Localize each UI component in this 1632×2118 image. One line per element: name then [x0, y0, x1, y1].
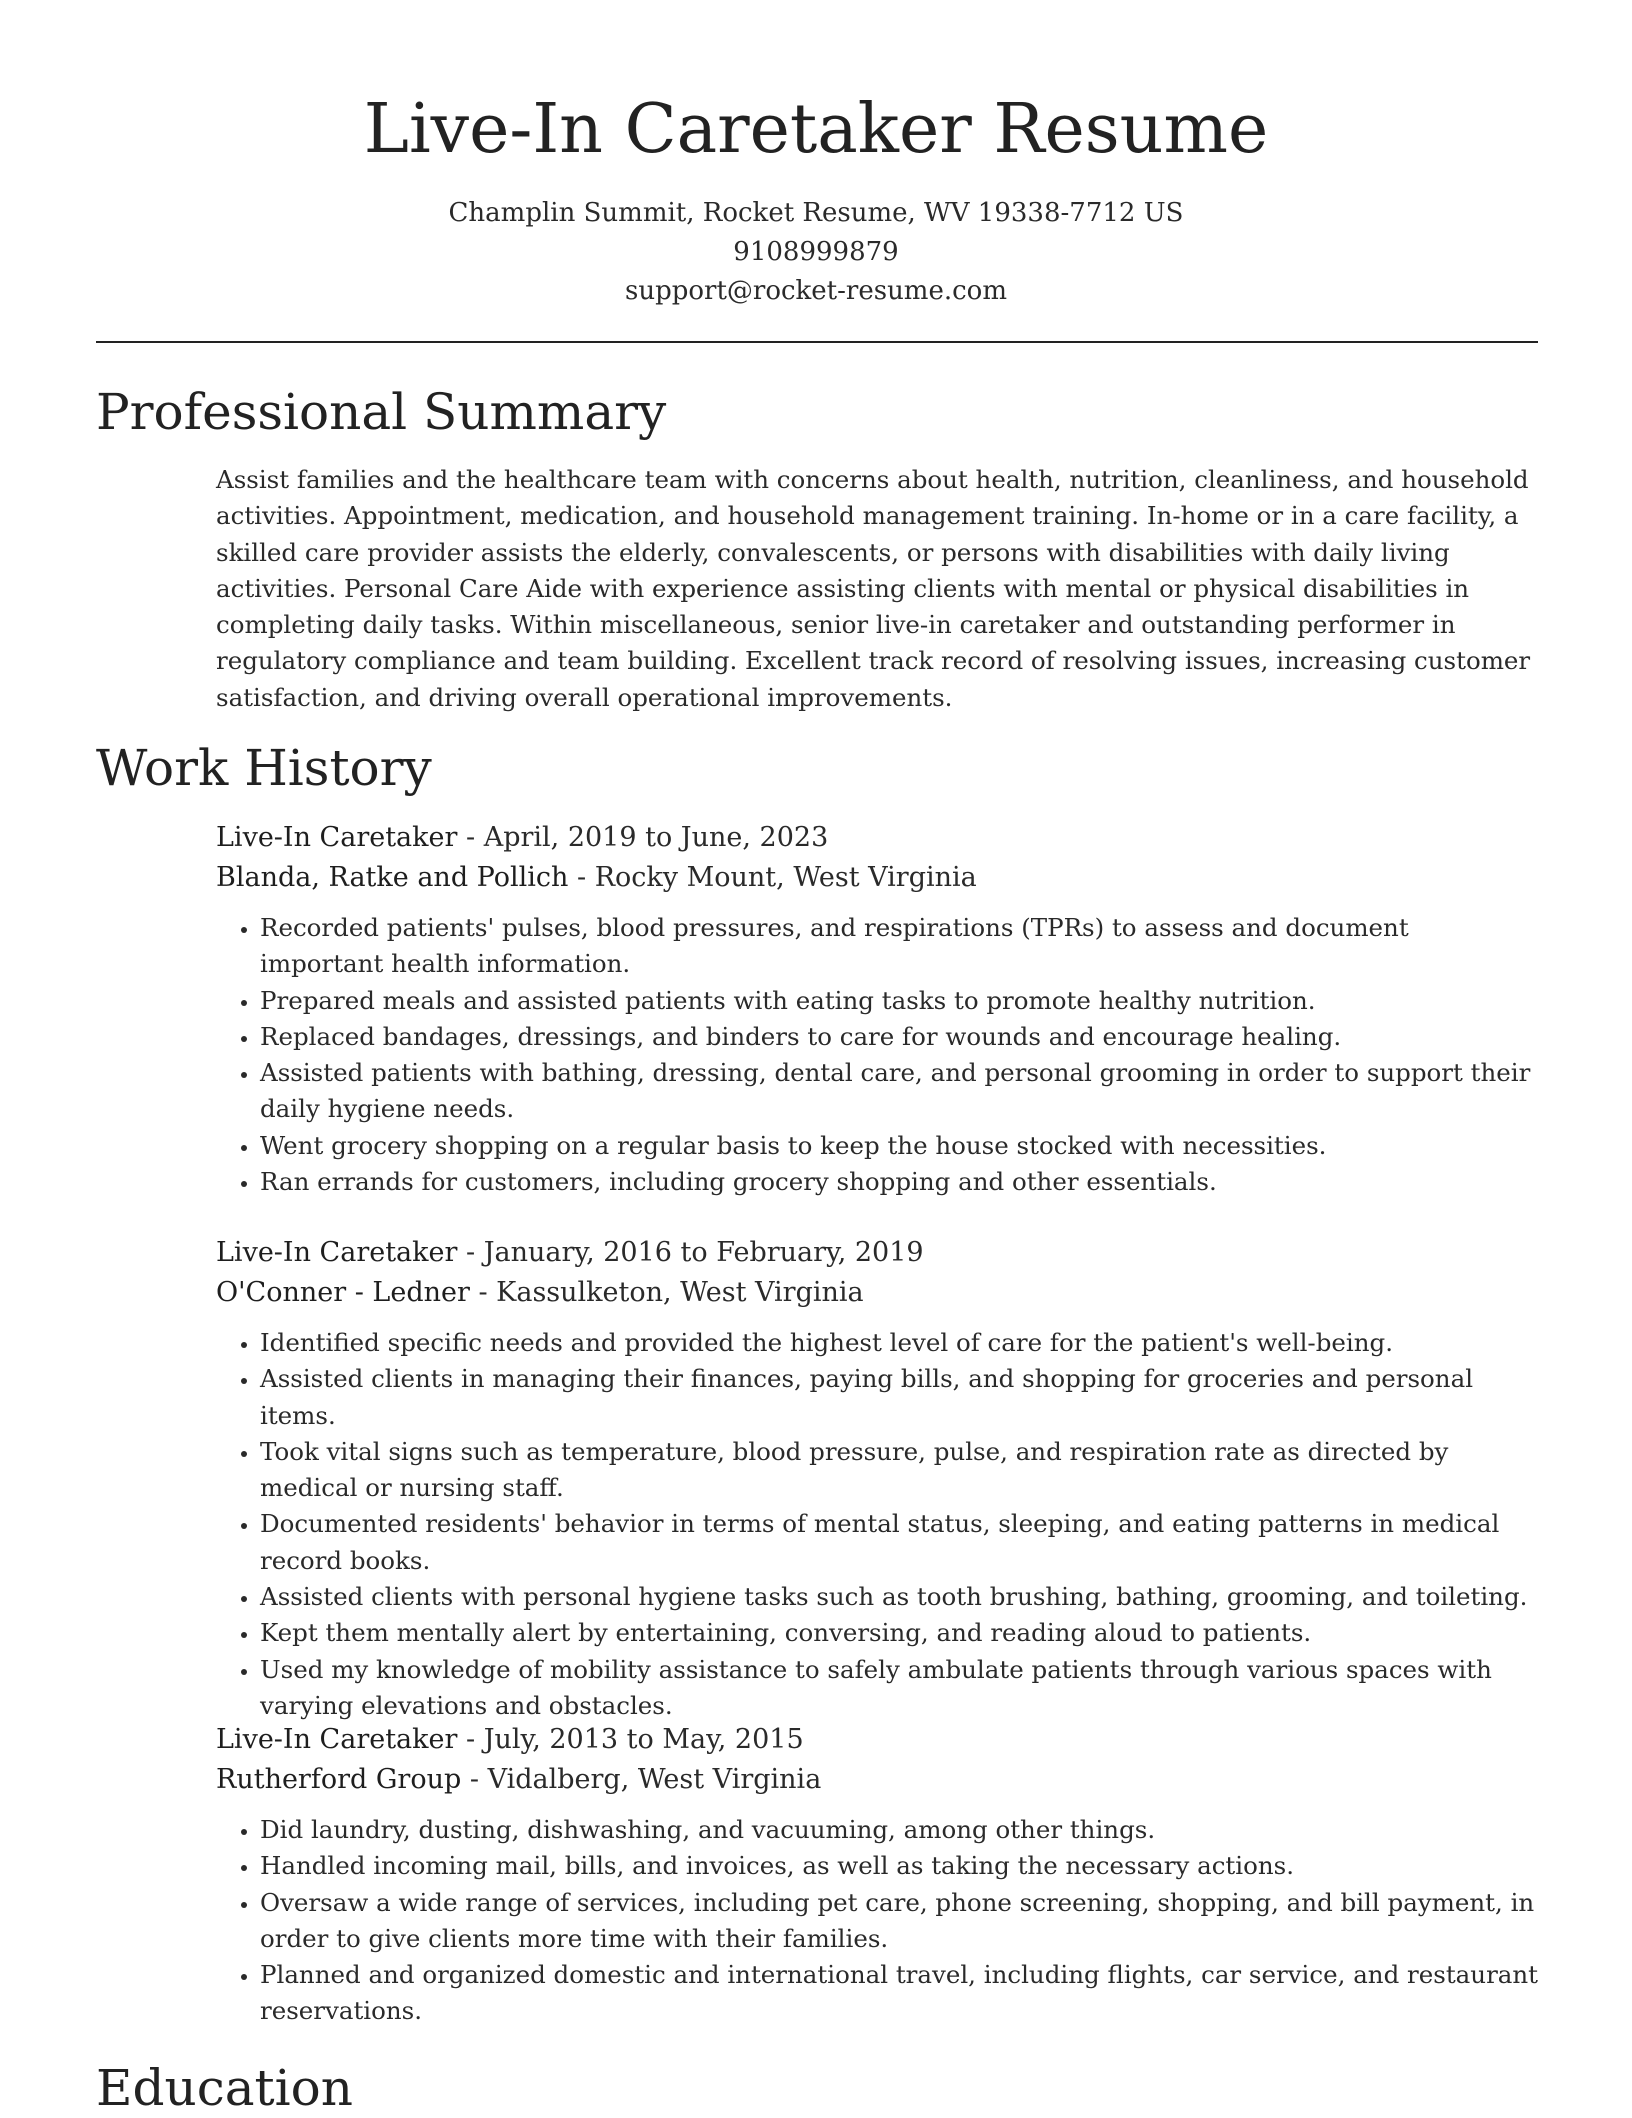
- job-bullets: [216, 1812, 1538, 2030]
- job-bullet: • Assisted clients with personal hygiene tasks such as tooth brushing, bathing, grooming, and toileting.: [260, 1579, 1538, 1615]
- job-company-line: [216, 1273, 1538, 1313]
- job-dates: - July, 2013 to May, 2015: [457, 1724, 804, 1755]
- resume-title: Live-In Caretaker Resume: [363, 90, 1269, 169]
- job-company-line: [216, 1760, 1538, 1800]
- job-location: - Vidalberg, West Virginia: [461, 1764, 822, 1795]
- summary-heading: Professional Summary: [96, 383, 667, 441]
- job-bullets: [216, 910, 1538, 1200]
- header-divider: [96, 341, 1538, 343]
- job-bullets: [216, 1325, 1538, 1724]
- job-bullet: • Assisted clients in managing their finances, paying bills, and shopping for groceries and personal items.: [260, 1361, 1538, 1434]
- job-title: Live-In Caretaker: [216, 822, 458, 853]
- job-title-line: [216, 1720, 1538, 1760]
- job-company: Blanda, Ratke and Pollich: [216, 862, 569, 893]
- contact-phone: 9108999879: [733, 237, 899, 267]
- job-location: - Kassulketon, West Virginia: [469, 1277, 864, 1308]
- job-title: Live-In Caretaker: [216, 1724, 458, 1755]
- job-bullet: • Documented residents' behavior in terms of mental status, sleeping, and eating patterns in medical record books.: [260, 1506, 1538, 1579]
- job-bullet: • Went grocery shopping on a regular basis to keep the house stocked with necessities.: [260, 1128, 1538, 1164]
- job-entry: [216, 818, 1538, 1200]
- summary-text: Assist families and the healthcare team with concerns about health, nutrition, cleanliness, and household activities. Appointment, medication, and household management training. In-home or in a care facility, a skilled care provider assists the elderly, convalescents, or persons with disabilities with daily living activities. Personal Care Aide with experience assisting clients with mental or physical disabilities in completing daily tasks. Within miscellaneous, senior live-in caretaker and outstanding performer in regulatory compliance and team building. Excellent track record of resolving issues, increasing customer satisfaction, and driving overall operational improvements.: [216, 465, 1531, 712]
- job-company-line: [216, 858, 1538, 898]
- job-bullet: • Took vital signs such as temperature, blood pressure, pulse, and respiration rate as directed by medical or nursing staff.: [260, 1434, 1538, 1507]
- contact-address: Champlin Summit, Rocket Resume, WV 19338-7712 US: [448, 198, 1184, 228]
- job-title-line: [216, 818, 1538, 858]
- job-bullet: • Kept them mentally alert by entertaining, conversing, and reading aloud to patients.: [260, 1615, 1538, 1651]
- job-bullet: • Ran errands for customers, including grocery shopping and other essentials.: [260, 1164, 1538, 1200]
- job-bullet: • Replaced bandages, dressings, and binders to care for wounds and encourage healing.: [260, 1019, 1538, 1055]
- resume-header: [0, 0, 1632, 311]
- job-bullet: • Used my knowledge of mobility assistance to safely ambulate patients through various spaces with varying elevations and obstacles.: [260, 1652, 1538, 1725]
- job-bullet: • Did laundry, dusting, dishwashing, and vacuuming, among other things.: [260, 1812, 1538, 1848]
- job-title-line: [216, 1233, 1538, 1273]
- job-bullet: • Handled incoming mail, bills, and invoices, as well as taking the necessary actions.: [260, 1848, 1538, 1884]
- job-bullet: • Recorded patients' pulses, blood pressures, and respirations (TPRs) to assess and document important health information.: [260, 910, 1538, 983]
- job-dates: - January, 2016 to February, 2019: [457, 1237, 924, 1268]
- job-company: Rutherford Group: [216, 1764, 462, 1795]
- job-bullet: • Oversaw a wide range of services, including pet care, phone screening, shopping, and bill payment, in order to give clients more time with their families.: [260, 1885, 1538, 1958]
- job-bullet: • Planned and organized domestic and international travel, including flights, car service, and restaurant reservations.: [260, 1957, 1538, 2030]
- education-heading: Education: [96, 2059, 353, 2117]
- job-bullet: • Assisted patients with bathing, dressing, dental care, and personal grooming in order to support their daily hygiene needs.: [260, 1055, 1538, 1128]
- job-entry: [216, 1720, 1538, 2030]
- job-company: O'Conner - Ledner: [216, 1277, 470, 1308]
- job-bullet: • Prepared meals and assisted patients with eating tasks to promote healthy nutrition.: [260, 983, 1538, 1019]
- job-dates: - April, 2019 to June, 2023: [457, 822, 829, 853]
- contact-email: support@rocket-resume.com: [624, 276, 1007, 306]
- work-history-heading: Work History: [96, 739, 432, 797]
- contact-block: [0, 194, 1632, 311]
- job-bullet: • Identified specific needs and provided the highest level of care for the patient's well-being.: [260, 1325, 1538, 1361]
- job-title: Live-In Caretaker: [216, 1237, 458, 1268]
- job-location: - Rocky Mount, West Virginia: [568, 862, 977, 893]
- job-entry: [216, 1233, 1538, 1724]
